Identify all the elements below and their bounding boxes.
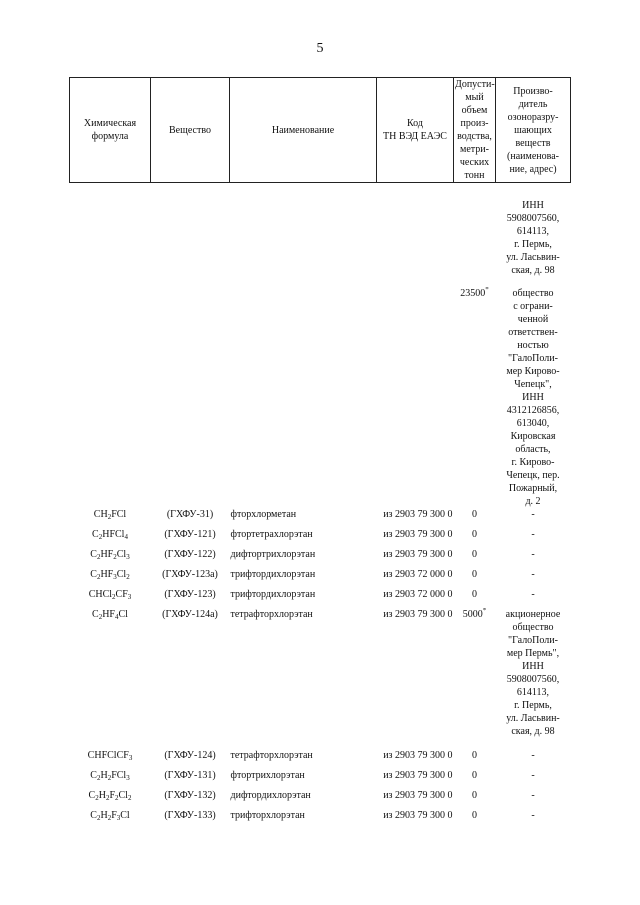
cell-formula	[70, 548, 151, 568]
cell-name: дифтортрихлорэтан	[230, 549, 316, 560]
cell-producer: -	[531, 509, 535, 520]
text-line: 4312126856,	[506, 405, 560, 416]
header-formula: Химическая формула	[70, 78, 151, 183]
cell-code: из 2903 79 300 0	[383, 549, 453, 560]
formula-subscript: 3	[127, 593, 132, 601]
formula-subscript: 2	[96, 573, 101, 581]
page-number: 5	[316, 41, 324, 56]
amount-value: 0	[472, 529, 477, 540]
formula-text: Cl	[116, 549, 127, 560]
text-line: "ГалоПоли-	[508, 353, 558, 364]
text-line: ответствен-	[508, 327, 558, 338]
ods-table	[69, 77, 571, 829]
table-row	[70, 568, 571, 588]
text-line: ул. Ласьвин-	[506, 252, 560, 263]
header-amount	[454, 78, 496, 183]
text-line: ИНН	[522, 661, 544, 672]
cell-producer	[496, 287, 571, 508]
amount-value: 0	[472, 810, 477, 821]
cell-formula	[70, 528, 151, 548]
cell-amount	[454, 809, 496, 829]
formula-text: C	[90, 810, 97, 821]
header-row	[70, 78, 571, 183]
text-line: произ-	[460, 118, 489, 129]
text-line: общество	[512, 288, 554, 299]
formula-subscript: 2	[115, 794, 119, 802]
cell-substance: (ГХФУ-132)	[164, 790, 216, 801]
formula-subscript: 2	[112, 593, 116, 601]
continuation-row	[70, 183, 571, 288]
formula-text: C	[88, 790, 96, 801]
formula-subscript: 2	[127, 794, 132, 802]
header-producer	[496, 78, 571, 183]
text-line: г. Пермь,	[514, 239, 552, 250]
formula-subscript: 2	[96, 814, 101, 822]
text-line: общество	[512, 622, 554, 633]
text-line: водства,	[457, 131, 492, 142]
table-row	[70, 608, 571, 749]
cell-code: из 2903 79 300 0	[383, 750, 453, 761]
amount-value: 0	[472, 549, 477, 560]
cell-producer: -	[531, 569, 535, 580]
text-line: Чепецк",	[514, 379, 552, 390]
formula-text: CHFClCF	[87, 750, 129, 761]
text-line: с ограни-	[513, 301, 553, 312]
cell-amount	[454, 528, 496, 548]
text-line: ние, адрес)	[509, 163, 557, 175]
cell-name: трифтордихлорэтан	[230, 589, 316, 600]
formula-text: Cl	[118, 609, 128, 620]
formula-subscript: 2	[96, 553, 101, 561]
cell-name: трифторхлорэтан	[230, 810, 305, 821]
cell-code: из 2903 79 300 0	[383, 529, 453, 540]
cell-producer: -	[531, 770, 535, 781]
header-substance: Вещество	[151, 78, 230, 183]
amount-footnote-mark: *	[485, 287, 489, 294]
cell-formula	[70, 769, 151, 789]
cell-code: из 2903 79 300 0	[383, 810, 453, 821]
cell-formula	[70, 508, 151, 528]
text-line: 614113,	[516, 687, 550, 698]
text-line: г. Пермь,	[514, 700, 552, 711]
cell-formula	[70, 749, 151, 769]
cell-substance: (ГХФУ-121)	[164, 529, 216, 540]
cell-producer: -	[531, 529, 535, 540]
formula-text: FCl	[111, 509, 127, 520]
formula-text: CF	[115, 589, 128, 600]
formula-text: Cl	[116, 569, 127, 580]
formula-text: Cl	[118, 790, 128, 801]
cell-code: из 2903 79 300 0	[383, 509, 453, 520]
cell-producer	[496, 608, 571, 749]
formula-subscript: 2	[113, 553, 117, 561]
formula-text: FCl	[111, 770, 127, 781]
amount-value: 0	[472, 750, 477, 761]
formula-subscript: 3	[126, 553, 130, 561]
text-line: Чепецк, пер.	[506, 470, 560, 481]
formula-text: HF	[100, 549, 114, 560]
formula-subscript: 2	[96, 774, 101, 782]
formula-subscript: 2	[107, 774, 112, 782]
text-line: ченной	[517, 314, 549, 325]
text-line: г. Кирово-	[511, 457, 555, 468]
formula-text: H	[98, 790, 106, 801]
cell-substance: (ГХФУ-124а)	[162, 609, 218, 620]
text-line: Пожарный,	[508, 483, 558, 494]
text-line: 5908007560,	[506, 674, 560, 685]
cell-formula	[70, 568, 151, 588]
cell-name: фторхлорметан	[230, 509, 297, 520]
text-line: дитель	[518, 98, 548, 110]
text-line: мый	[465, 92, 484, 103]
formula-text: C	[90, 549, 97, 560]
text-line: ул. Ласьвин-	[506, 713, 560, 724]
table-row	[70, 789, 571, 809]
cell-formula	[70, 789, 151, 809]
cell-producer	[496, 183, 571, 288]
cell-substance: (ГХФУ-122)	[164, 549, 216, 560]
cell-substance: (ГХФУ-123)	[164, 589, 216, 600]
formula-text: C	[90, 770, 97, 781]
cell-formula	[70, 608, 151, 749]
cell-name: фтортетрахлорэтан	[230, 529, 313, 540]
text-line: д. 2	[525, 496, 541, 507]
cell-code: из 2903 72 000 0	[383, 589, 453, 600]
cell-substance: (ГХФУ-123а)	[162, 569, 218, 580]
text-line: объем	[461, 105, 488, 116]
text-line: Произво-	[513, 85, 553, 97]
text-line: 614113,	[516, 226, 550, 237]
formula-subscript: 2	[95, 794, 99, 802]
text-line: Допусти-	[455, 79, 495, 90]
table-row	[70, 769, 571, 789]
formula-subscript: 2	[126, 573, 130, 581]
table-row	[70, 809, 571, 829]
formula-subscript: 3	[113, 573, 117, 581]
text-line: ТН ВЭД ЕАЭС	[383, 131, 447, 142]
formula-text: H	[100, 770, 108, 781]
formula-subscript: 3	[128, 754, 133, 762]
formula-text: F	[109, 790, 115, 801]
amount-value: 0	[472, 569, 477, 580]
cell-substance: (ГХФУ-133)	[164, 810, 216, 821]
cell-amount	[454, 588, 496, 608]
text-line: мер Кирово-	[506, 366, 560, 377]
header-name: Наименование	[230, 78, 377, 183]
cell-name: тетрафторхлорэтан	[230, 750, 313, 761]
table-row	[70, 548, 571, 568]
amount-value: 0	[472, 589, 477, 600]
formula-text: HFCl	[102, 529, 125, 540]
cell-amount	[454, 608, 496, 749]
cell-substance: (ГХФУ-124)	[164, 750, 216, 761]
formula-text: H	[100, 810, 108, 821]
cell-code: из 2903 72 000 0	[383, 569, 453, 580]
text-line: ностью	[517, 340, 549, 351]
cell-amount	[454, 749, 496, 769]
formula-subscript: 2	[107, 513, 112, 521]
text-line: мер Пермь",	[506, 648, 560, 659]
text-line: 613040,	[516, 418, 550, 429]
text-line: "ГалоПоли-	[508, 635, 558, 646]
text-line: ИНН	[522, 200, 544, 211]
cell-name: трифтордихлорэтан	[230, 569, 316, 580]
formula-text: C	[90, 569, 97, 580]
cell-substance: (ГХФУ-131)	[164, 770, 216, 781]
amount-value: 5000	[462, 609, 483, 620]
cell-amount	[454, 789, 496, 809]
formula-text: HF	[100, 569, 114, 580]
formula-subscript: 3	[116, 814, 121, 822]
cell-amount: 23500*	[460, 287, 489, 299]
formula-subscript: 2	[105, 794, 110, 802]
text-line: Код	[407, 118, 423, 129]
cell-producer: -	[531, 750, 535, 761]
cell-name: фтортрихлорэтан	[230, 770, 305, 781]
formula-text: C	[92, 529, 99, 540]
cell-name: дифтордихлорэтан	[230, 790, 311, 801]
text-line: 5908007560,	[506, 213, 560, 224]
cell-amount	[454, 508, 496, 528]
amount-value: 0	[472, 770, 477, 781]
formula-text: HF	[102, 609, 115, 620]
text-line: озоноразру-	[507, 111, 559, 123]
cell-producer: -	[531, 810, 535, 821]
amount-value: 0	[472, 790, 477, 801]
cell-code: из 2903 79 300 0	[383, 790, 453, 801]
formula-subscript: 3	[126, 774, 130, 782]
cell-amount	[454, 548, 496, 568]
cell-substance: (ГХФУ-31)	[166, 509, 214, 520]
text-line: метри-	[460, 144, 489, 155]
cell-producer: -	[531, 589, 535, 600]
table-row	[70, 749, 571, 769]
amount-footnote-mark: *	[482, 608, 487, 615]
formula-subscript: 2	[98, 533, 103, 541]
amount-value: 0	[472, 509, 477, 520]
formula-text: Cl	[120, 810, 130, 821]
cell-formula	[70, 809, 151, 829]
header-code	[377, 78, 454, 183]
cell-producer: -	[531, 549, 535, 560]
table-row	[70, 588, 571, 608]
cell-amount	[454, 769, 496, 789]
formula-text: F	[111, 810, 117, 821]
table-row	[70, 528, 571, 548]
text-line: область,	[515, 444, 551, 455]
formula-subscript: 4	[124, 533, 128, 541]
text-line: (наименова-	[507, 150, 559, 162]
text-line: акционерное	[505, 609, 561, 620]
text-line: шающих	[514, 124, 552, 136]
text-line: ская, д. 98	[511, 726, 555, 737]
cell-amount	[454, 568, 496, 588]
text-line: ческих	[459, 157, 490, 168]
table-row	[70, 508, 571, 528]
cell-code: из 2903 79 300 0	[383, 609, 453, 620]
formula-text: C	[92, 609, 99, 620]
cell-code: из 2903 79 300 0	[383, 770, 453, 781]
formula-text: CHCl	[88, 589, 113, 600]
formula-subscript: 2	[98, 613, 103, 621]
text-line: тонн	[464, 170, 485, 181]
producer-row	[70, 287, 571, 508]
cell-formula	[70, 588, 151, 608]
text-line: Кировская	[510, 431, 556, 442]
formula-text: CH	[93, 509, 108, 520]
text-line: веществ	[515, 137, 551, 149]
text-line: ская, д. 98	[511, 265, 555, 276]
formula-subscript: 4	[115, 613, 119, 621]
formula-subscript: 2	[107, 814, 112, 822]
cell-producer: -	[531, 790, 535, 801]
cell-name: тетрафторхлорэтан	[230, 609, 313, 620]
text-line: ИНН	[522, 392, 544, 403]
